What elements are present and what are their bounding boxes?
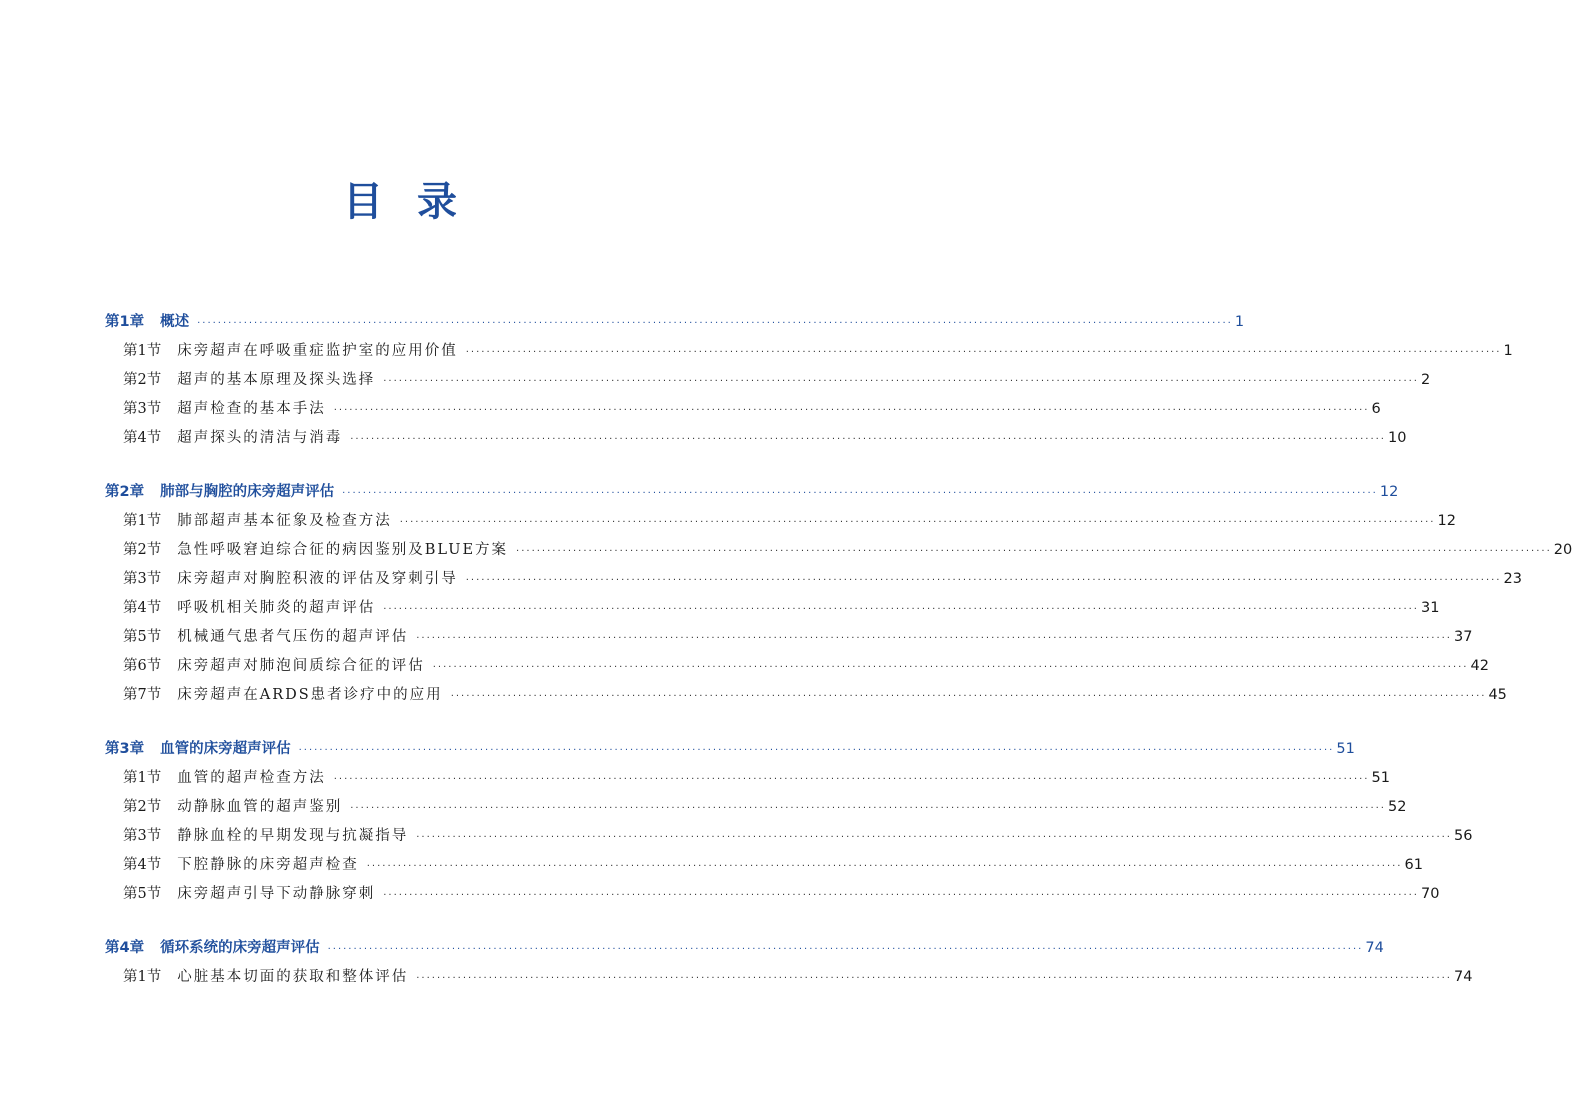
dot-leader: ········································································································································································································ — [383, 890, 1419, 901]
section-row[interactable] — [105, 507, 1456, 536]
chapter-row[interactable] — [105, 934, 1384, 963]
page-number: 70 — [1420, 886, 1440, 902]
chapter-title: 血管的床旁超声评估 — [160, 741, 291, 757]
section-number: 第4节 — [123, 857, 162, 873]
section-title: 心脏基本切面的获取和整体评估 — [177, 969, 409, 985]
section-title: 床旁超声对肺泡间质综合征的评估 — [177, 658, 425, 674]
page-number: 74 — [1365, 940, 1384, 956]
dot-leader: ········································································································································································································ — [327, 944, 1364, 955]
dot-leader: ········································································································································································································ — [298, 745, 1335, 756]
section-title: 血管的超声检查方法 — [177, 770, 326, 786]
chapter-title: 循环系统的床旁超声评估 — [160, 940, 320, 956]
section-title: 床旁超声在ARDS患者诊疗中的应用 — [177, 687, 443, 703]
section-number: 第2节 — [123, 542, 162, 558]
dot-leader: ········································································································································································································ — [350, 803, 1386, 814]
section-number: 第6节 — [123, 658, 162, 674]
chapter-title: 概述 — [160, 314, 190, 330]
page-number: 56 — [1453, 828, 1473, 844]
section-number: 第1节 — [123, 770, 162, 786]
dot-leader: ········································································································································································································ — [197, 318, 1233, 329]
dot-leader: ········································································································································································································ — [465, 575, 1502, 586]
section-title: 急性呼吸窘迫综合征的病因鉴别及BLUE方案 — [177, 542, 509, 558]
section-title: 床旁超声引导下动静脉穿刺 — [177, 886, 376, 902]
dot-leader: ········································································································································································································ — [465, 347, 1502, 358]
page-number: 12 — [1437, 513, 1456, 529]
dot-leader: ········································································································································································································ — [416, 832, 1452, 843]
chapter-row[interactable] — [105, 478, 1399, 507]
section-title: 动静脉血管的超声鉴别 — [177, 799, 343, 815]
section-title: 肺部超声基本征象及检查方法 — [177, 513, 392, 529]
section-row[interactable] — [105, 851, 1423, 880]
dot-leader: ········································································································································································································ — [450, 691, 1487, 702]
page-number: 12 — [1379, 484, 1399, 500]
dot-leader: ········································································································································································································ — [416, 973, 1452, 984]
dot-leader: ········································································································································································································ — [383, 604, 1419, 615]
section-title: 下腔静脉的床旁超声检查 — [177, 857, 359, 873]
section-title: 静脉血栓的早期发现与抗凝指导 — [177, 828, 409, 844]
dot-leader: ········································································································································································································ — [516, 546, 1552, 557]
section-title: 机械通气患者气压伤的超声评估 — [177, 629, 409, 645]
section-title: 超声探头的清洁与消毒 — [177, 430, 343, 446]
section-row[interactable] — [105, 652, 1489, 681]
page-number: 31 — [1420, 600, 1440, 616]
dot-leader: ········································································································································································································ — [342, 488, 1378, 499]
section-number: 第4节 — [123, 600, 162, 616]
dot-leader: ········································································································································································································ — [399, 517, 1436, 528]
section-row[interactable] — [105, 764, 1390, 793]
section-row[interactable] — [105, 963, 1473, 992]
section-row[interactable] — [105, 822, 1473, 851]
chapter-3 — [105, 735, 1473, 909]
page-number: 37 — [1453, 629, 1473, 645]
section-row[interactable] — [105, 594, 1440, 623]
page-number: 61 — [1404, 857, 1423, 873]
table-of-contents — [105, 308, 1572, 1017]
chapter-number: 第3章 — [105, 741, 145, 757]
section-row[interactable] — [105, 395, 1381, 424]
chapter-number: 第4章 — [105, 940, 145, 956]
section-number: 第1节 — [123, 513, 162, 529]
page-number: 2 — [1420, 372, 1431, 388]
section-row[interactable] — [105, 880, 1440, 909]
section-row[interactable] — [105, 565, 1522, 594]
page-number: 51 — [1371, 770, 1390, 786]
dot-leader: ········································································································································································································ — [366, 861, 1403, 872]
chapter-2 — [105, 478, 1572, 710]
chapter-title: 肺部与胸腔的床旁超声评估 — [160, 484, 335, 500]
section-number: 第3节 — [123, 401, 162, 417]
section-title: 超声检查的基本手法 — [177, 401, 326, 417]
section-title: 超声的基本原理及探头选择 — [177, 372, 376, 388]
page-number: 10 — [1387, 430, 1407, 446]
section-title: 床旁超声对胸腔积液的评估及穿刺引导 — [177, 571, 458, 587]
dot-leader: ········································································································································································································ — [333, 405, 1370, 416]
page-title: 目录 — [343, 179, 491, 225]
page-number: 1 — [1234, 314, 1245, 330]
section-row[interactable] — [105, 536, 1572, 565]
section-number: 第5节 — [123, 886, 162, 902]
section-number: 第7节 — [123, 687, 162, 703]
dot-leader: ········································································································································································································ — [416, 633, 1452, 644]
page-number: 51 — [1336, 741, 1355, 757]
page-number: 1 — [1503, 343, 1513, 359]
section-number: 第2节 — [123, 372, 162, 388]
dot-leader: ········································································································································································································ — [432, 662, 1469, 673]
page-number: 42 — [1470, 658, 1489, 674]
section-number: 第2节 — [123, 799, 162, 815]
section-title: 床旁超声在呼吸重症监护室的应用价值 — [177, 343, 458, 359]
section-row[interactable] — [105, 681, 1507, 710]
chapter-number: 第1章 — [105, 314, 145, 330]
chapter-number: 第2章 — [105, 484, 145, 500]
page-number: 74 — [1453, 969, 1473, 985]
section-row[interactable] — [105, 337, 1513, 366]
chapter-row[interactable] — [105, 735, 1355, 764]
dot-leader: ········································································································································································································ — [383, 376, 1419, 387]
section-number: 第5节 — [123, 629, 162, 645]
page-number: 45 — [1488, 687, 1507, 703]
section-number: 第3节 — [123, 828, 162, 844]
page-number: 20 — [1553, 542, 1572, 558]
chapter-1 — [105, 308, 1513, 453]
page-number: 23 — [1503, 571, 1522, 587]
chapter-4 — [105, 934, 1473, 992]
section-number: 第3节 — [123, 571, 162, 587]
dot-leader: ········································································································································································································ — [333, 774, 1370, 785]
dot-leader: ········································································································································································································ — [350, 434, 1386, 445]
section-number: 第1节 — [123, 343, 162, 359]
section-title: 呼吸机相关肺炎的超声评估 — [177, 600, 376, 616]
section-row[interactable] — [105, 366, 1431, 395]
section-row[interactable] — [105, 623, 1473, 652]
page-number: 6 — [1371, 401, 1381, 417]
section-number: 第1节 — [123, 969, 162, 985]
page-number: 52 — [1387, 799, 1407, 815]
chapter-row[interactable] — [105, 308, 1245, 337]
section-number: 第4节 — [123, 430, 162, 446]
section-row[interactable] — [105, 793, 1407, 822]
section-row[interactable] — [105, 424, 1407, 453]
